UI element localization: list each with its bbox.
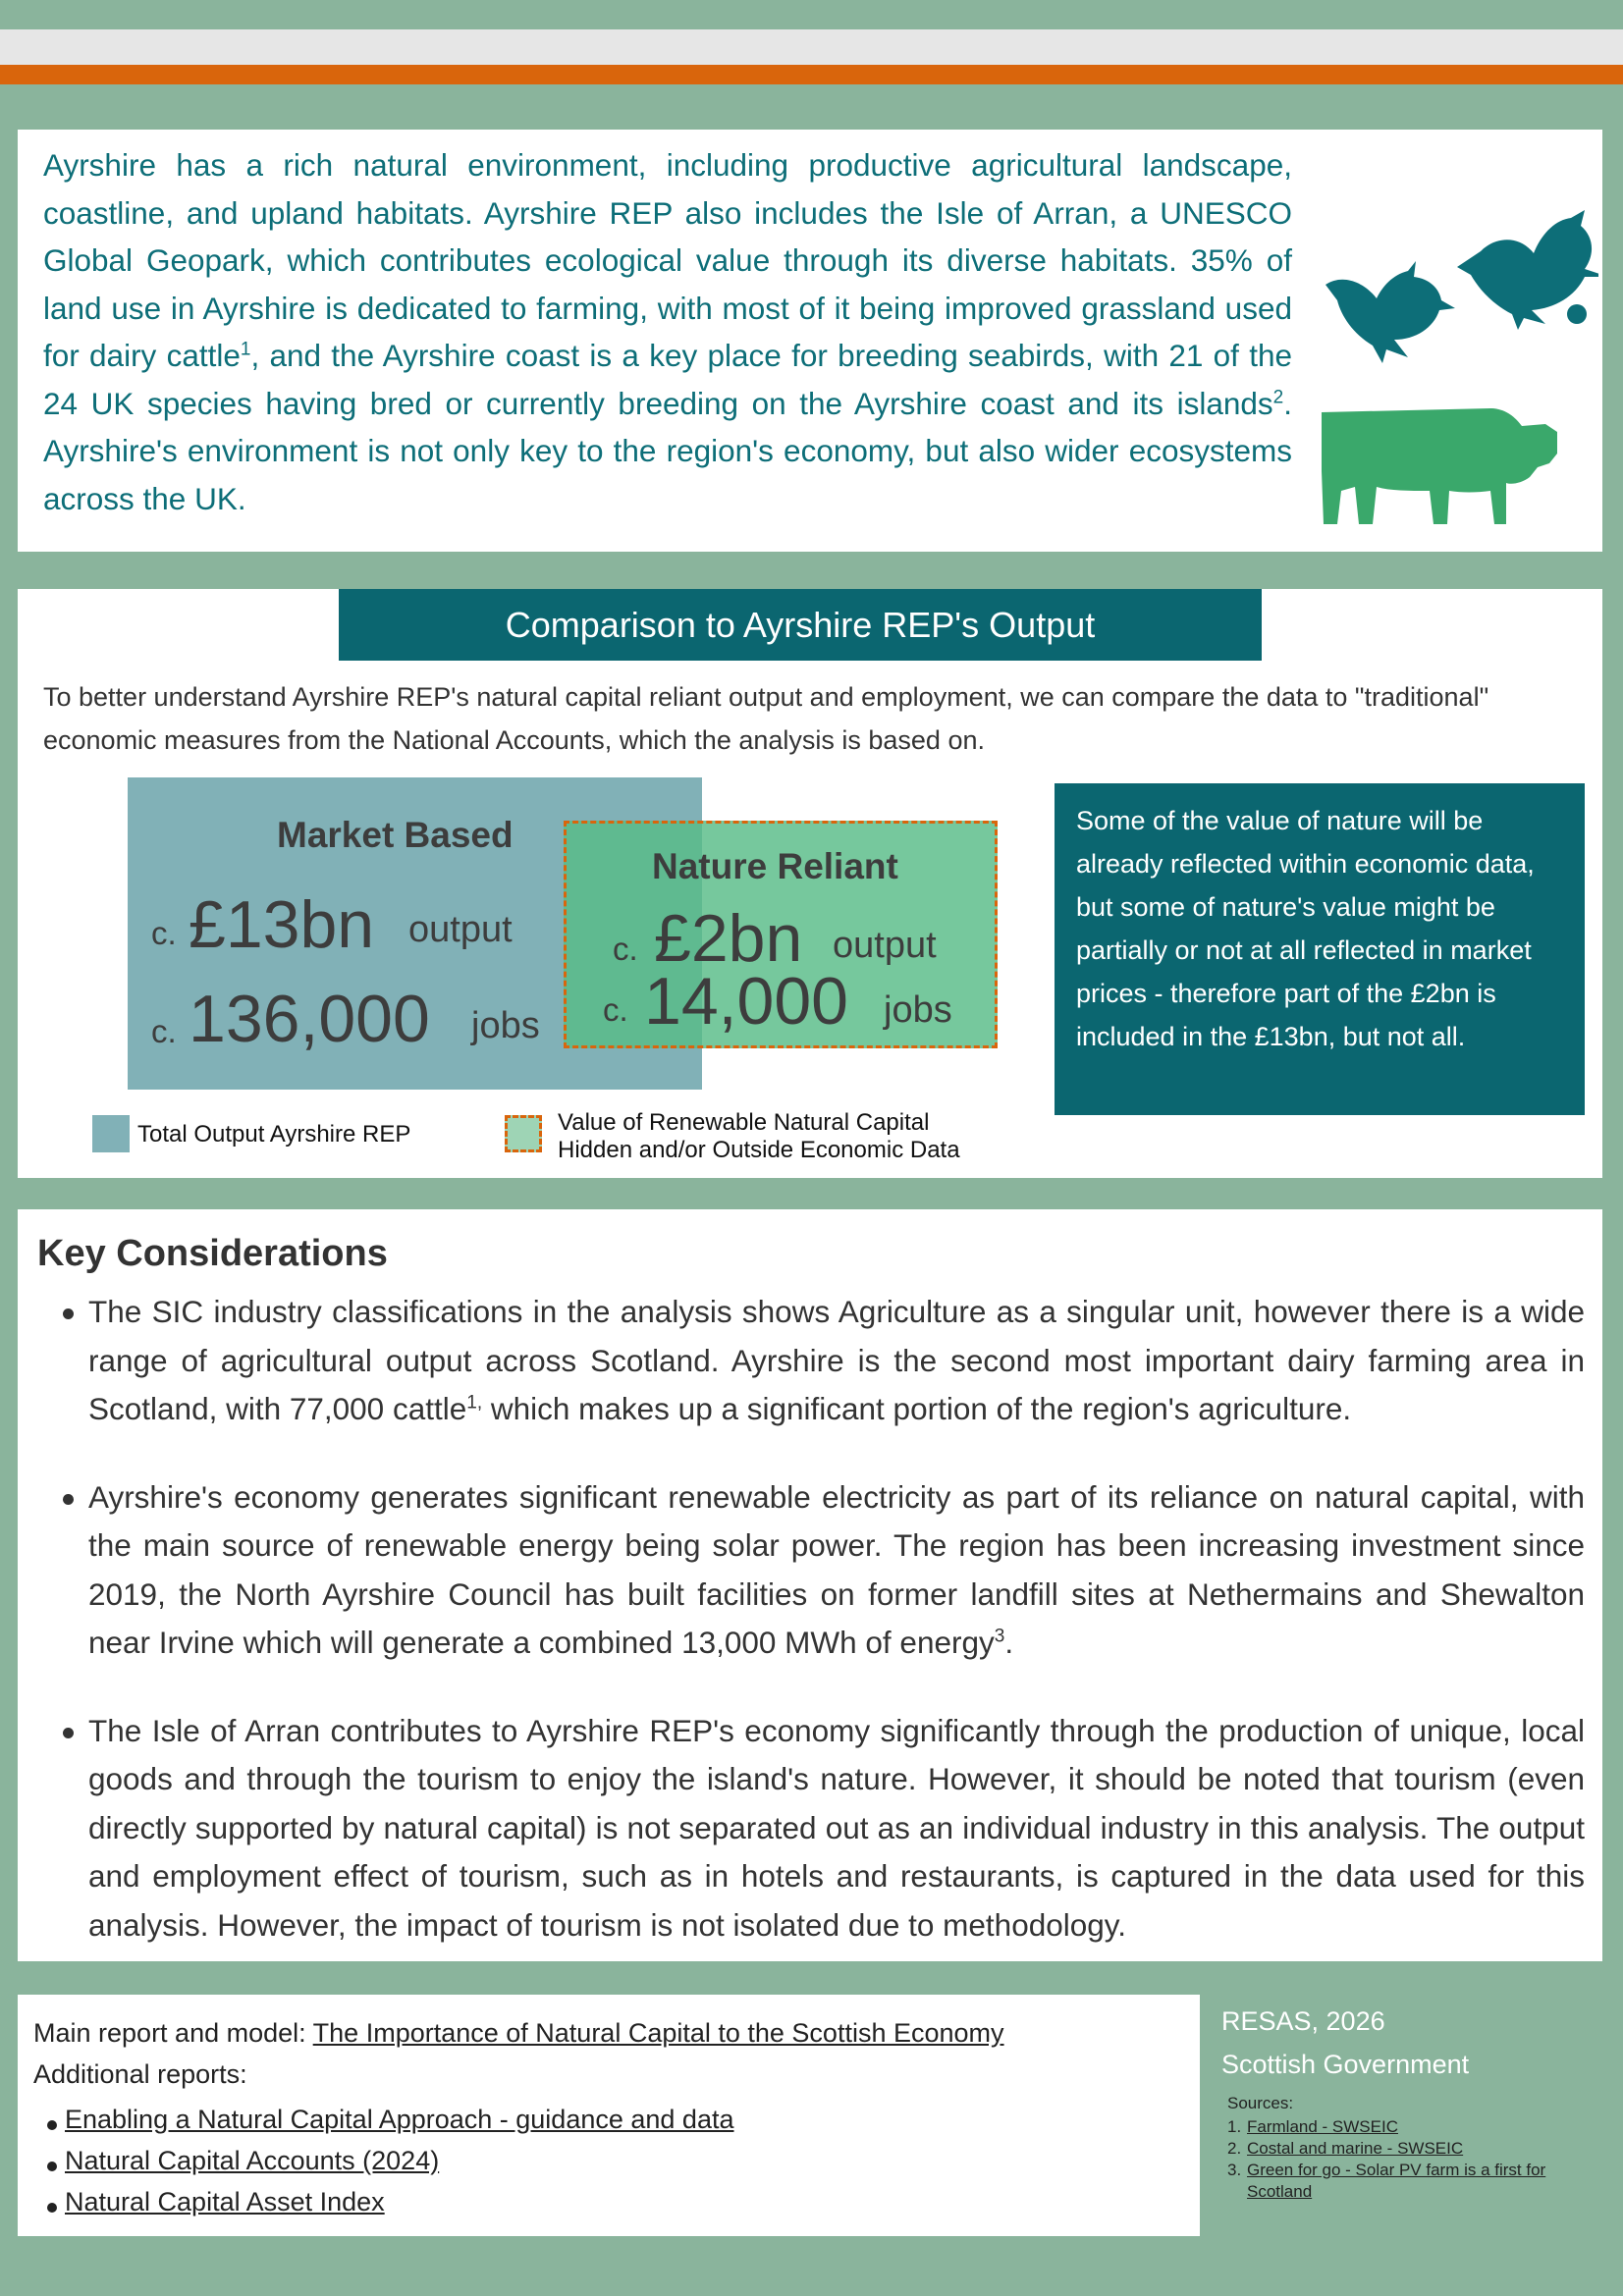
header-band (0, 29, 1623, 65)
additional-reports-label: Additional reports: (33, 2059, 247, 2089)
key-considerations-title: Key Considerations (37, 1233, 388, 1274)
market-c-label: c. (151, 915, 177, 951)
market-based-title: Market Based (277, 815, 514, 855)
main-report-line: Main report and model: The Importance of Natural Capital to the Scottish Economy (33, 2018, 1004, 2048)
intro-panel (18, 130, 1602, 552)
footer-panel (18, 1995, 1200, 2236)
market-jobs-value: 136,000 (189, 982, 430, 1056)
list-item: The Isle of Arran contributes to Ayrshire REP's economy significantly through the production of unique, local goods and through the tourism to enjoy the island's nature. However, it should be noted that tourism (even directly supported by natural capital) is not separated out as an individual industry in this analysis. The output and employment effect of tourism, such as in hotels and restaurants, is captured in the data used for this analysis. However, the impact of tourism is not isolated due to methodology. (43, 1707, 1585, 1950)
market-c-label: c. (151, 1013, 177, 1049)
market-jobs-unit: jobs (471, 1005, 540, 1046)
nature-jobs-unit: jobs (884, 989, 952, 1031)
key-considerations-panel (18, 1209, 1602, 1961)
main-report-link[interactable]: The Importance of Natural Capital to the Scottish Economy (312, 2018, 1004, 2048)
cow-icon (1322, 408, 1557, 524)
header-accent-stripe (0, 65, 1623, 84)
comparison-intro: To better understand Ayrshire REP's natural capital reliant output and employment, we can compare the data to "traditional" economic measures from the National Accounts, which the analysis is based on. (43, 682, 1489, 755)
nature-reliant-title: Nature Reliant (652, 846, 898, 886)
bullet-icon (47, 2162, 57, 2171)
comparison-title: Comparison to Ayrshire REP's Output (339, 589, 1262, 661)
market-output-value: £13bn (189, 887, 375, 962)
report-link[interactable]: Natural Capital Asset Index (65, 2187, 385, 2216)
seabird-icon (1325, 261, 1455, 363)
market-output-unit: output (408, 909, 513, 950)
bullet-icon (47, 2120, 57, 2130)
report-link[interactable]: Natural Capital Accounts (2024) (65, 2146, 440, 2175)
source-link[interactable]: 1. Farmland - SWSEIC (1227, 2117, 1398, 2136)
key-considerations-list (43, 1288, 1585, 1989)
bullet-icon (47, 2203, 57, 2213)
intro-paragraph: Ayrshire has a rich natural environment, including productive agricultural landscape, coastline, and upland habitats. Ayrshire REP also includes the Isle of Arran, a UNESCO Global Geopark, which contributes ecological value through its diverse habitats. 35% of land use in Ayrshire is dedicated to farming, with most of it being improved grassland used for dairy cattle$^1$, and the Ayrshire coast is a key place for breeding seabirds, with 21 of the 24 UK species having bred or currently breeding on the Ayrshire coast and its islands$^2$. Ayrshire's environment is not only key to the region's economy, but also wider ecosystems across the UK. (43, 147, 1292, 516)
list-item: Ayrshire's economy generates significant renewable electricity as part of its reliance on natural capital, with the main source of renewable energy being solar power. The region has been increasing investment since 2019, the North Ayrshire Council has built facilities on former landfill sites at Nethermains and Shewalton near Irvine which will generate a combined 13,000 MWh of energy$^3$. (43, 1473, 1585, 1668)
comparison-note: Some of the value of nature will be already reflected within economic data, but some of nature's value might be partially or not at all reflected in market prices - therefore part of the £2bn is included in the £13bn, but not all. (1055, 783, 1585, 1115)
intro-illustrations (1314, 167, 1598, 638)
footnote-ref: 2 (1272, 387, 1284, 407)
legend-label-natural-capital: Value of Renewable Natural Capital Hidden and/or Outside Economic Data (558, 1109, 960, 1163)
org-label: RESAS, 2026 (1221, 2006, 1385, 2036)
nature-c-label: c. (613, 931, 638, 967)
nature-output-value: £2bn (654, 901, 803, 976)
report-link[interactable]: Enabling a Natural Capital Approach - guidance and data (65, 2105, 734, 2134)
seabird-icon (1457, 210, 1598, 330)
source-link[interactable]: 2. Costal and marine - SWSEIC (1227, 2139, 1464, 2158)
comparison-panel (18, 589, 1602, 1178)
nature-c-label: c. (603, 991, 628, 1028)
sources-title: Sources: (1227, 2094, 1294, 2112)
footnote-ref: 1 (240, 339, 251, 360)
legend-swatch-total (92, 1115, 130, 1152)
sources-list (1227, 2116, 1600, 2203)
list-item: The SIC industry classifications in the analysis shows Agriculture as a singular unit, however there is a wide range of agricultural output across Scotland. Ayrshire is the second most important dairy farming area in Scotland, with 77,000 cattle$^{1,}$ which makes up a significant portion of the region's agriculture. (43, 1288, 1585, 1434)
source-link[interactable]: 3. Green for go - Solar PV farm is a first for Scotland (1227, 2161, 1546, 2201)
legend-label-total: Total Output Ayrshire REP (137, 1121, 411, 1148)
org-name: Scottish Government (1221, 2050, 1470, 2079)
nature-output-unit: output (833, 925, 937, 966)
legend-swatch-natural-capital (505, 1115, 542, 1152)
nature-jobs-value: 14,000 (644, 964, 848, 1039)
